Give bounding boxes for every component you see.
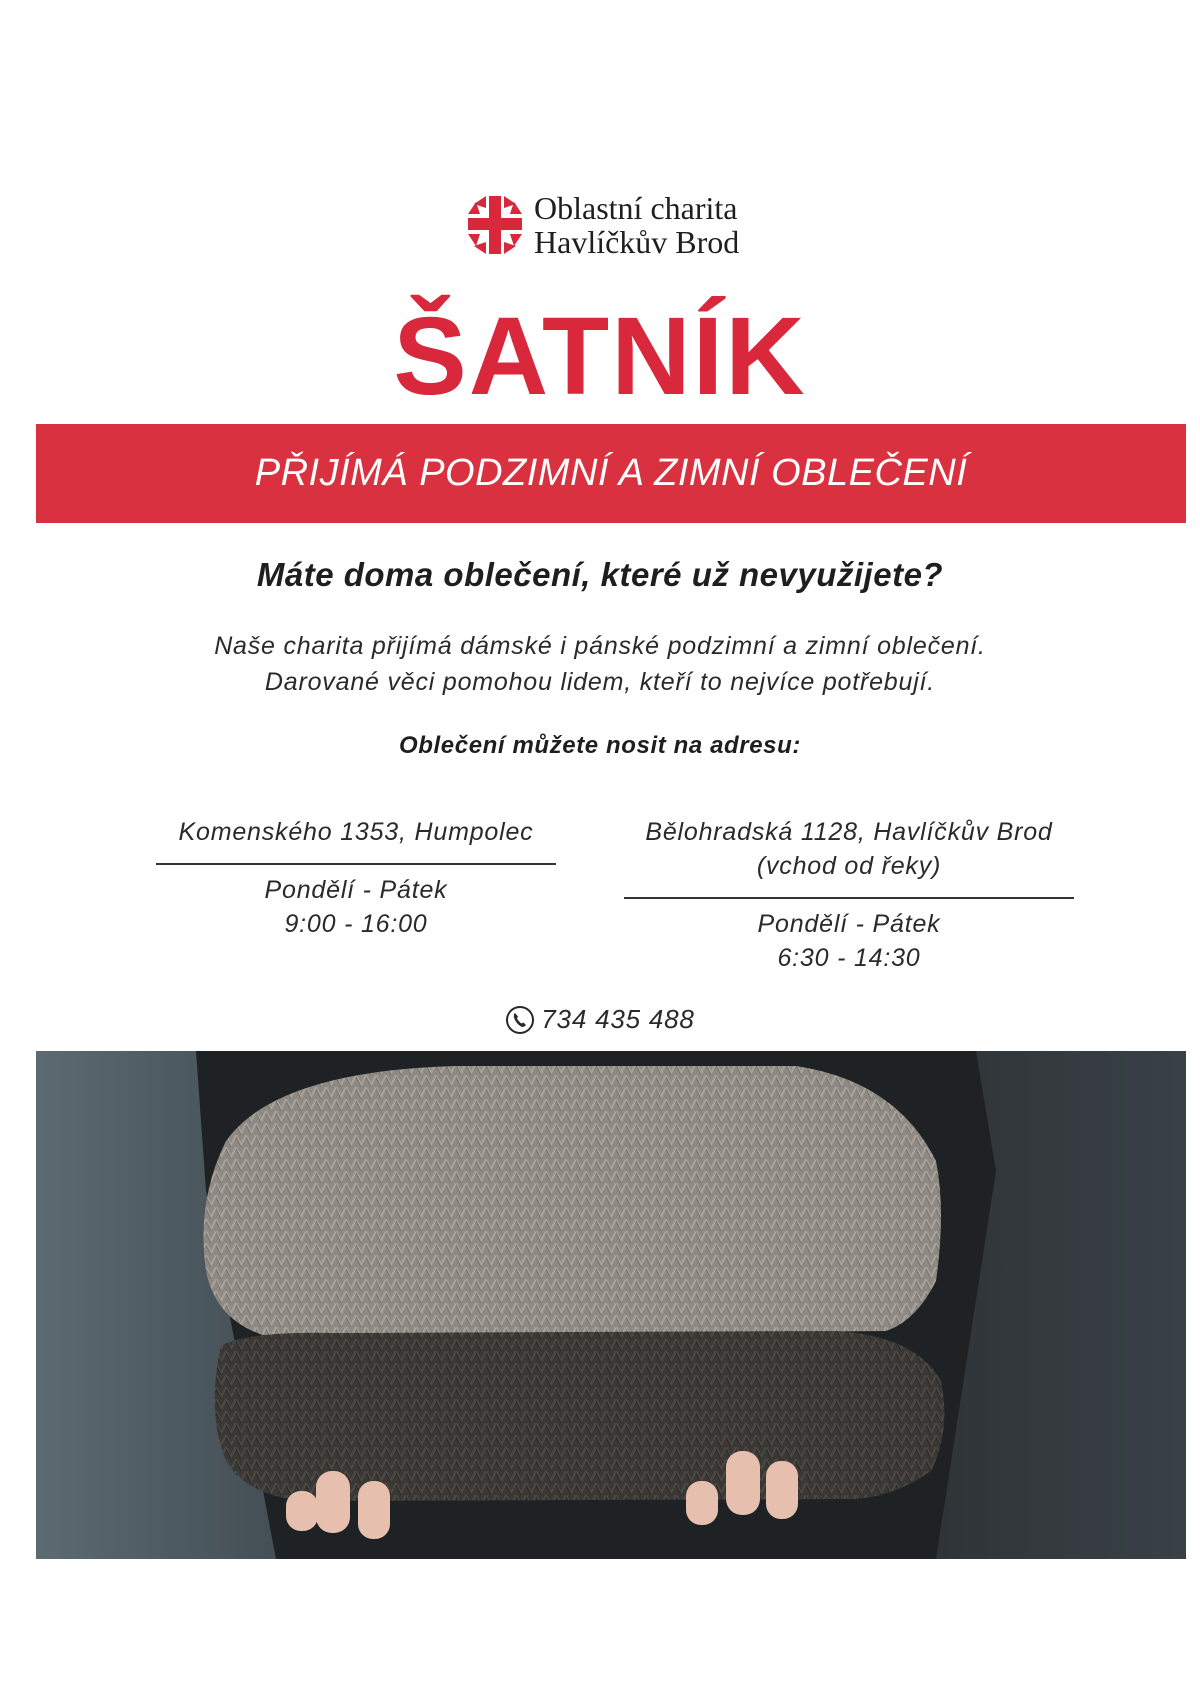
question-heading: Máte doma oblečení, které už nevyužijete? [256,556,944,593]
location-hours: 6:30 - 14:30 [777,944,921,972]
divider [156,863,556,865]
location-address: Bělohradská 1128, Havlíčkův Brod [645,818,1053,846]
location-days: Pondělí - Pátek [264,876,448,904]
sweater-illustration [36,1051,1186,1559]
page-title: ŠATNÍK [393,295,807,418]
phone-icon [505,1005,535,1035]
charity-name-line2: Havlíčkův Brod [534,224,740,260]
description-line2: Darované věci pomohou lidem, kteří to nejvíce potřebují. [264,668,936,696]
caritas-cross-icon [466,194,524,256]
location-havlickuv-brod [624,815,1074,975]
location-days: Pondělí - Pátek [757,910,941,938]
location-address: Komenského 1353, Humpolec [178,818,534,846]
red-banner [36,424,1186,523]
charity-logo [466,192,739,258]
folded-sweaters-photo [36,1051,1186,1559]
phone-contact[interactable] [0,1004,1200,1035]
divider [624,897,1074,899]
location-note: (vchod od řeky) [756,852,942,880]
banner-text: PŘIJÍMÁ PODZIMNÍ A ZIMNÍ OBLEČENÍ [254,452,968,494]
location-hours: 9:00 - 16:00 [284,910,428,938]
phone-number: 734 435 488 [541,1004,695,1034]
charity-name [534,191,739,259]
charity-name-line1: Oblastní charita [534,190,738,226]
description-line1: Naše charita přijímá dámské i pánské podzimní a zimní oblečení. [214,632,986,660]
address-heading: Oblečení můžete nosit na adresu: [399,732,801,759]
location-humpolec [156,815,556,941]
description [0,628,1200,700]
